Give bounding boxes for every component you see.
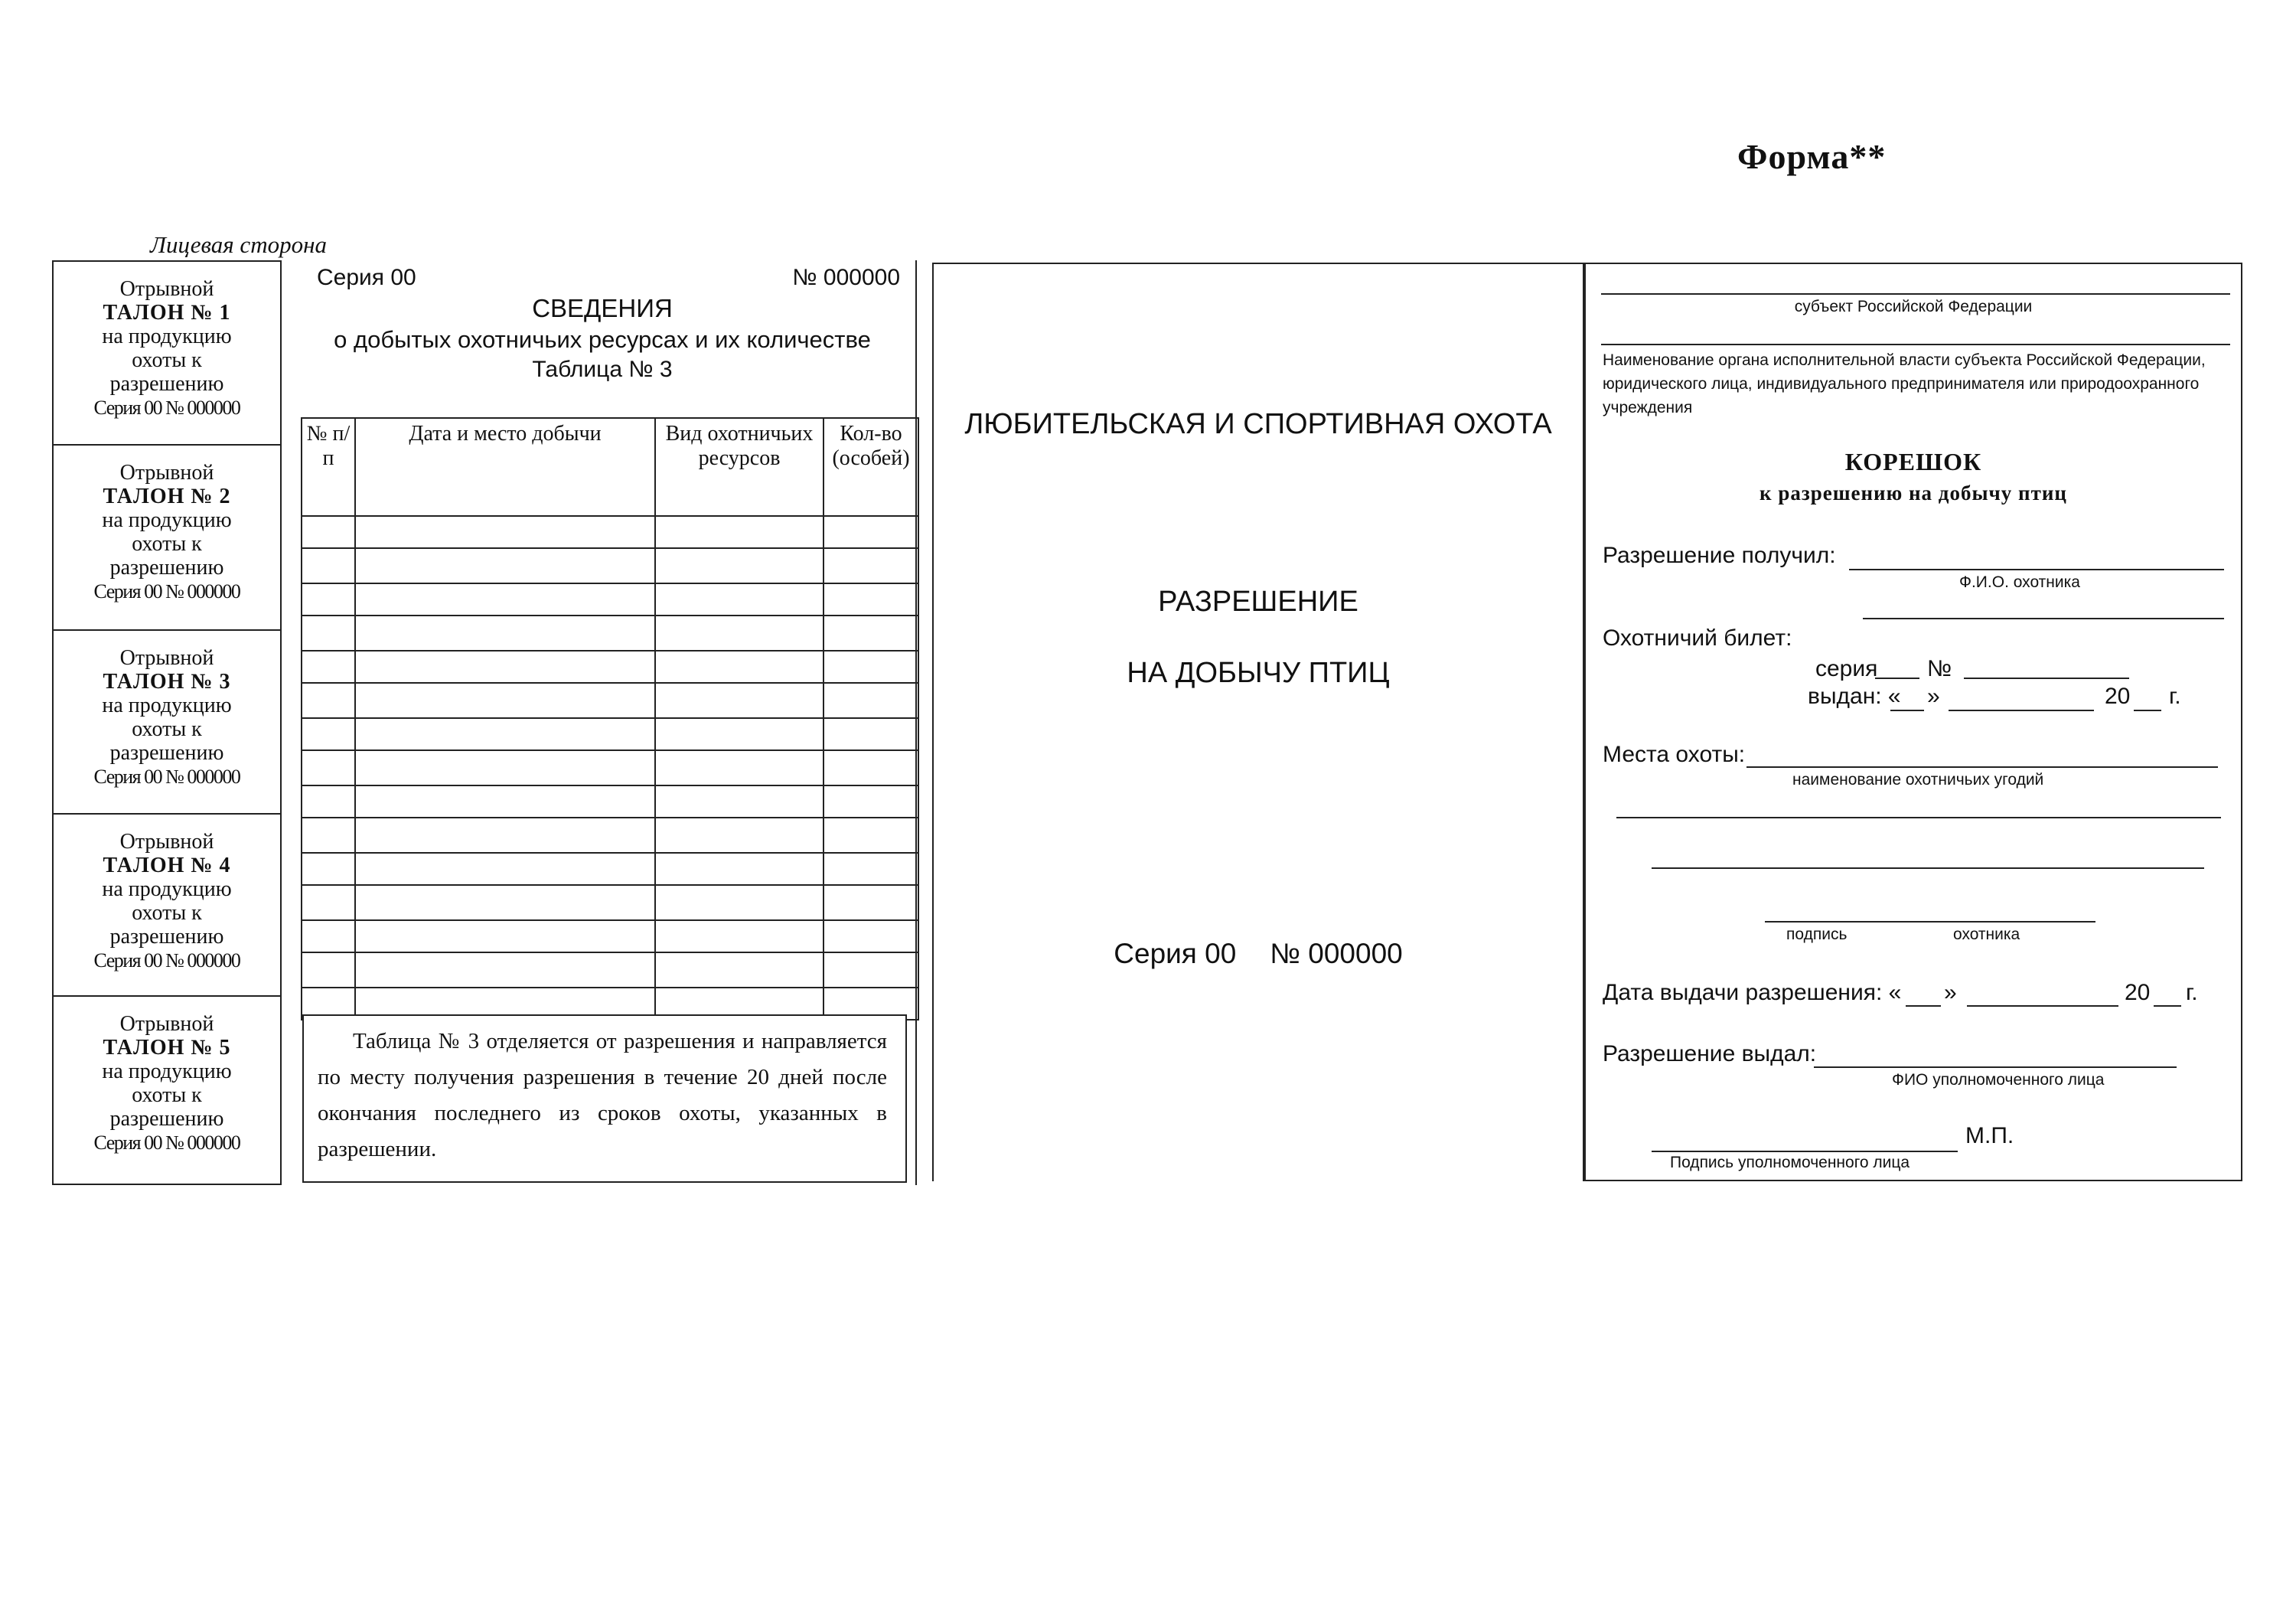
table-row [302,683,918,718]
table-cell[interactable] [655,853,823,885]
cover-number: № 000000 [1270,938,1403,969]
stub-line: охоты к [132,717,202,741]
table-cell[interactable] [823,750,918,785]
stub-line: Отрывной [119,1012,214,1036]
stub-line: охоты к [132,1083,202,1107]
table-cell[interactable] [823,885,918,920]
received-line[interactable] [1849,569,2224,570]
harvest-table [301,417,919,1020]
stub-ticket-1 [54,262,280,446]
table-cell[interactable] [655,718,823,750]
table-note: Таблица № 3 отделяется от разрешения и направляется по месту получения разрешения в течение 20 дней после окончания последнего из сроков охоты, указанных в разрешении. [302,1014,907,1183]
side-label: Лицевая сторона [150,231,327,258]
region-line [1601,293,2230,295]
table-cell[interactable] [655,750,823,785]
official-signature-line[interactable] [1652,1151,1958,1152]
ticket-issued-month-line[interactable] [1949,710,2094,711]
ticket-series-line[interactable] [1875,678,1919,679]
issue-date-day-line[interactable] [1906,1005,1941,1007]
table-row [302,583,918,616]
stub-ticket-title: ТАЛОН № 3 [103,670,231,694]
received-label: Разрешение получил: [1603,543,1836,568]
places-line[interactable] [1746,766,2218,768]
table-cell[interactable] [823,651,918,683]
ticket-number-label: № [1927,656,1952,681]
stub-line: разрешению [109,372,224,396]
stub-ticket-4 [54,815,280,997]
stub-ticket-2 [54,446,280,631]
stub-serial: Серия 00 № 000000 [93,766,240,788]
table-row [302,785,918,818]
ticket-issued-close: » [1927,684,1940,709]
table-cell[interactable] [655,616,823,651]
stub-ticket-3 [54,631,280,815]
stub-line: охоты к [132,901,202,925]
table-cell[interactable] [655,516,823,548]
stub-line: разрешению [109,556,224,580]
table-row [302,750,918,785]
issue-date-year: 20 [2125,980,2151,1005]
ticket-number-line[interactable] [1964,678,2129,679]
table-row [302,920,918,952]
table-row [302,651,918,683]
issued-by-line[interactable] [1814,1066,2177,1068]
table-cell[interactable] [823,683,918,718]
table-cell[interactable] [302,853,355,885]
received-caption: Ф.И.О. охотника [1959,573,2080,591]
cover-title: ЛЮБИТЕЛЬСКАЯ И СПОРТИВНАЯ ОХОТА [964,408,1552,440]
table-cell[interactable] [355,548,655,583]
stamp-label: М.П. [1965,1123,2014,1148]
stub-line: разрешению [109,1107,224,1131]
table-cell[interactable] [655,920,823,952]
hunter-signature-line[interactable] [1765,921,2095,923]
table-cell[interactable] [655,683,823,718]
table-row [302,885,918,920]
table-cell[interactable] [823,853,918,885]
stub-line: разрешению [109,741,224,765]
signature-caption-2: охотника [1953,926,2020,943]
ticket-issued-year-suffix: г. [2169,684,2181,709]
stub-line: Отрывной [119,646,214,670]
table-cell[interactable] [823,785,918,818]
issue-date-month-line[interactable] [1967,1005,2118,1007]
ticket-issued-year: 20 [2105,684,2131,709]
table-cell[interactable] [355,885,655,920]
stub-line: Отрывной [119,277,214,301]
issue-date-label: Дата выдачи разрешения: « [1603,980,1902,1005]
stub-ticket-title: ТАЛОН № 4 [103,854,231,877]
table-cell[interactable] [823,548,918,583]
table-row [302,548,918,583]
stub-ticket-5 [54,997,280,1184]
table-cell[interactable] [655,651,823,683]
table-cell[interactable] [302,885,355,920]
column-header-species: Вид охотничьих ресурсов [655,418,823,516]
info-title: СВЕДЕНИЯ [532,294,673,322]
column-header-date-place: Дата и место добычи [355,418,655,516]
stub-ticket-title: ТАЛОН № 5 [103,1036,231,1060]
table-cell[interactable] [355,818,655,853]
info-number: № 000000 [792,265,900,290]
places-label: Места охоты: [1603,742,1746,767]
stub-line: на продукцию [102,694,232,717]
issued-by-label: Разрешение выдал: [1603,1041,1817,1066]
column-header-count: Кол-во (особей) [823,418,918,516]
table-row [302,616,918,651]
stub-line: Отрывной [119,461,214,485]
counterfoil-panel [1584,263,2242,1181]
ticket-issued-label: выдан: « [1808,684,1901,709]
stub-line: охоты к [132,532,202,556]
table-cell[interactable] [355,853,655,885]
table-cell[interactable] [823,952,918,988]
stub-ticket-title: ТАЛОН № 1 [103,301,231,325]
stub-line: разрешению [109,925,224,949]
region-caption: субъект Российской Федерации [1794,298,2033,315]
stub-line: на продукцию [102,877,232,901]
table-cell[interactable] [302,920,355,952]
signature-caption-1: подпись [1786,926,1848,943]
cover-permit-title: РАЗРЕШЕНИЕ [1158,586,1358,618]
table-cell[interactable] [355,583,655,616]
ticket-label: Охотничий билет: [1603,625,1792,651]
table-row [302,818,918,853]
places-line-2[interactable] [1616,817,2221,818]
table-cell[interactable] [302,583,355,616]
stub-serial: Серия 00 № 000000 [93,397,240,419]
table-row [302,516,918,548]
table-row [302,853,918,885]
column-header-number: № п/п [302,418,355,516]
table-cell[interactable] [355,718,655,750]
table-cell[interactable] [655,583,823,616]
ticket-series-label: серия [1815,656,1878,681]
stub-ticket-title: ТАЛОН № 2 [103,485,231,508]
stub-line: охоты к [132,348,202,372]
table-cell[interactable] [823,718,918,750]
stub-serial: Серия 00 № 000000 [93,949,240,972]
table-cell[interactable] [302,750,355,785]
table-cell[interactable] [823,818,918,853]
table-cell[interactable] [355,920,655,952]
stub-line: на продукцию [102,508,232,532]
stub-line: на продукцию [102,325,232,348]
table-header-row [302,418,918,516]
info-series: Серия 00 [317,265,416,290]
table-cell[interactable] [823,583,918,616]
table-cell[interactable] [355,516,655,548]
form-label: Форма** [1737,137,1887,176]
table-cell[interactable] [302,683,355,718]
stub-line: Отрывной [119,830,214,854]
counterfoil-subtitle: к разрешению на добычу птиц [1760,482,2067,505]
info-subtitle: о добытых охотничьих ресурсах и их количестве [334,326,871,353]
org-caption: Наименование органа исполнительной власти субъекта Российской Федерации, юридического лица, индивидуального предпринимателя или природоохранного учреждения [1603,351,2206,416]
info-panel [289,260,917,1185]
table-cell[interactable] [355,616,655,651]
cover-serial [934,938,1583,970]
table-cell[interactable] [302,818,355,853]
stub-line: на продукцию [102,1060,232,1083]
org-line [1601,344,2230,345]
official-signature-caption: Подпись уполномоченного лица [1670,1154,1910,1171]
cover-permit-subject: НА ДОБЫЧУ ПТИЦ [1127,657,1390,689]
table-cell[interactable] [355,785,655,818]
table-cell[interactable] [655,548,823,583]
issue-date-year-suffix: г. [2186,980,2198,1005]
table-cell[interactable] [302,616,355,651]
table-cell[interactable] [655,952,823,988]
table-cell[interactable] [655,818,823,853]
table-cell[interactable] [302,785,355,818]
table-row [302,718,918,750]
table-cell[interactable] [302,548,355,583]
table-cell[interactable] [355,651,655,683]
counterfoil-title: КОРЕШОК [1844,448,1982,475]
table-cell[interactable] [302,718,355,750]
table-cell[interactable] [823,516,918,548]
table-caption: Таблица № 3 [532,357,673,382]
stubs-column [52,260,282,1185]
stub-serial: Серия 00 № 000000 [93,1132,240,1154]
issue-date-year-line[interactable] [2154,1005,2181,1007]
table-row [302,952,918,988]
stub-serial: Серия 00 № 000000 [93,580,240,603]
cover-series: Серия 00 [1114,938,1237,969]
issue-date-close: » [1944,980,1957,1005]
received-line-2[interactable] [1863,618,2224,619]
table-cell[interactable] [302,651,355,683]
table-cell[interactable] [355,952,655,988]
places-caption: наименование охотничьих угодий [1792,771,2044,789]
places-line-3[interactable] [1652,867,2204,869]
issued-by-caption: ФИО уполномоченного лица [1892,1071,2105,1089]
table-cell[interactable] [823,920,918,952]
table-cell[interactable] [355,683,655,718]
ticket-issued-day-line[interactable] [1890,710,1924,711]
cover-panel [932,263,1584,1181]
table-cell[interactable] [655,885,823,920]
ticket-issued-year-line[interactable] [2134,710,2161,711]
table-cell[interactable] [655,785,823,818]
table-cell[interactable] [302,952,355,988]
table-cell[interactable] [355,750,655,785]
table-cell[interactable] [302,516,355,548]
table-cell[interactable] [823,616,918,651]
